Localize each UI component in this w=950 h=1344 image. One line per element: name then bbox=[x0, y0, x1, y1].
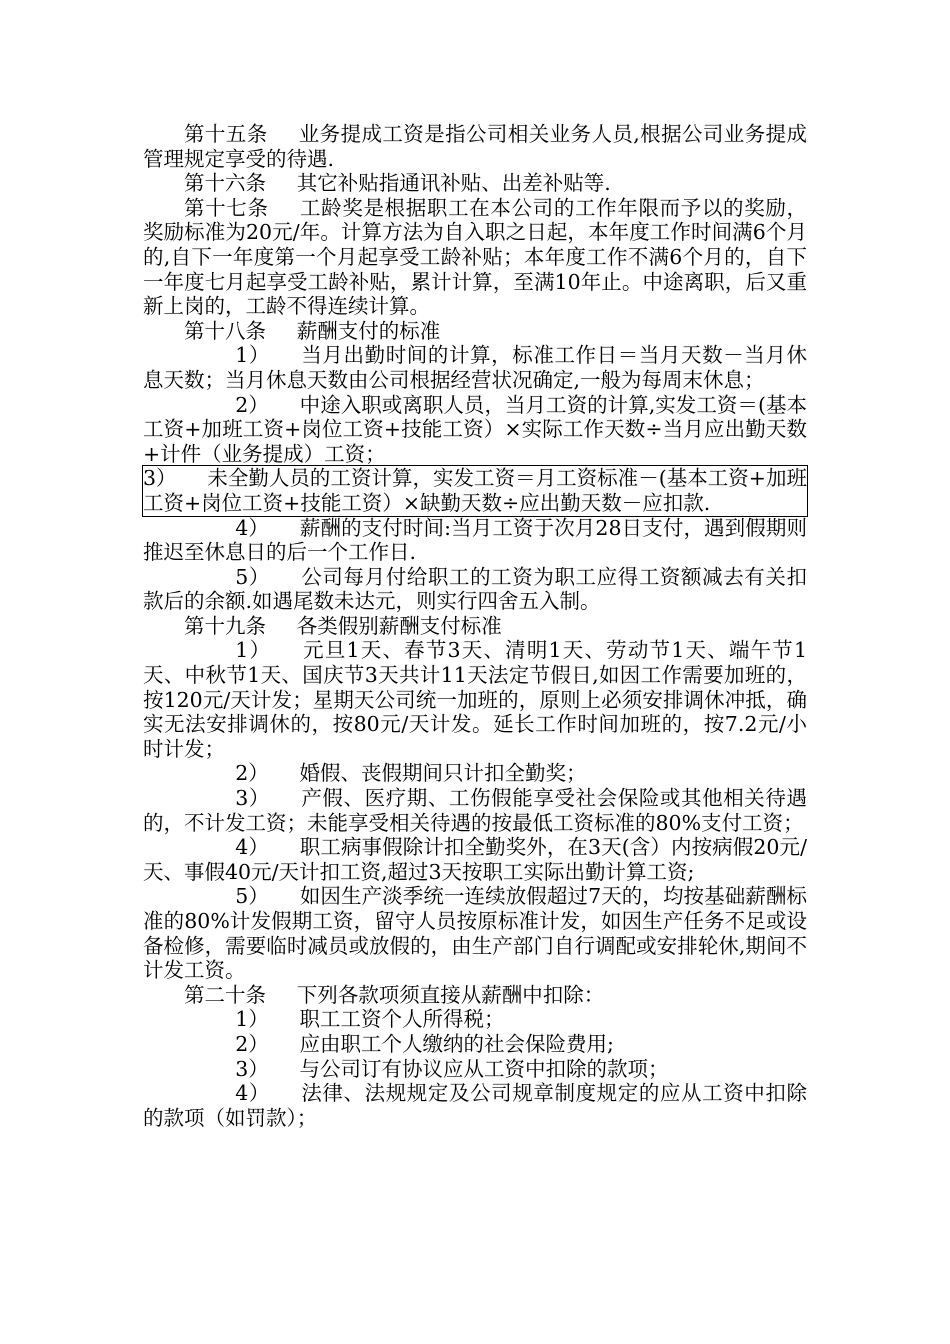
article-18-item-5 bbox=[143, 565, 807, 614]
item-text: 当月出勤时间的计算，标准工作日＝当月天数－当月休息天数；当月休息天数由公司根据经营状况确定,一般为每周末休息； bbox=[143, 343, 807, 392]
item-text: 与公司订有协议应从工资中扣除的款项； bbox=[299, 1056, 669, 1081]
article-text: 下列各款项须直接从薪酬中扣除： bbox=[296, 982, 605, 1007]
item-number: 1） bbox=[235, 343, 270, 368]
article-19 bbox=[143, 614, 807, 639]
article-20-item-2 bbox=[143, 1032, 807, 1057]
article-text: 各类假别薪酬支付标准 bbox=[296, 613, 502, 638]
item-text: 职工病事假除计扣全勤奖外，在3天(含）内按病假20元/天、事假40元/天计扣工资,超过3天按职工实际出勤计算工资; bbox=[143, 835, 807, 884]
article-20-item-3 bbox=[143, 1057, 807, 1082]
article-text: 业务提成工资是指公司相关业务人员,根据公司业务提成管理规定享受的待遇. bbox=[143, 122, 808, 171]
item-text: 元旦1天、春节3天、清明1天、劳动节1天、端午节1天、中秋节1天、国庆节3天共计11天法定节假日,如因工作需要加班的，按120元/天计发；星期天公司统一加班的，原则上必须安排调休冲抵，确实无法安排调休的，按80元/天计发。延长工作时间加班的，按7.2元/小时计发； bbox=[143, 638, 807, 761]
article-19-item-5 bbox=[143, 884, 807, 982]
article-18-item-3-highlighted bbox=[143, 466, 807, 515]
item-number: 2） bbox=[235, 761, 269, 786]
article-19-item-2 bbox=[143, 761, 807, 786]
article-16 bbox=[143, 171, 807, 196]
article-text: 工龄奖是根据职工在本公司的工作年限而予以的奖励，奖励标准为20元/年。计算方法为自入职之日起，本年度工作时间满6个月的,自下一年度第一个月起享受工龄补贴；本年度工作不满6个月的，自下一年度七月起享受工龄补贴，累计计算，至满10年止。中途离职，后又重新上岗的，工龄不得连续计算。 bbox=[143, 195, 808, 319]
item-number: 4） bbox=[235, 515, 270, 540]
article-text: 其它补贴指通讯补贴、出差补贴等. bbox=[296, 171, 611, 196]
item-text: 职工工资个人所得税； bbox=[299, 1007, 505, 1032]
item-number: 5） bbox=[235, 564, 270, 589]
item-text: 薪酬的支付时间:当月工资于次月28日支付，遇到假期则推迟至休息日的后一个工作日. bbox=[143, 515, 807, 565]
item-number: 4） bbox=[235, 1081, 270, 1106]
article-19-item-3 bbox=[143, 786, 807, 835]
article-number: 第二十条 bbox=[184, 982, 266, 1007]
document-body bbox=[143, 122, 807, 1130]
article-19-item-4 bbox=[143, 835, 807, 884]
item-number: 3） bbox=[235, 786, 270, 811]
article-18 bbox=[143, 319, 807, 344]
item-text: 如因生产淡季统一连续放假超过7天的，均按基础薪酬标准的80%计发假期工资，留守人员按原标准计发，如因生产任务不足或设备检修，需要临时减员或放假的，由生产部门自行调配或安排轮休,期间不计发工资。 bbox=[143, 884, 808, 983]
item-number: 3） bbox=[235, 1056, 269, 1081]
item-number: 2） bbox=[235, 1031, 269, 1056]
item-number: 1） bbox=[235, 638, 272, 663]
item-number: 3） bbox=[143, 466, 177, 491]
item-text: 未全勤人员的工资计算，实发工资＝月工资标准－(基本工资+加班工资+岗位工资+技能工资）×缺勤天数÷应出勤天数－应扣款. bbox=[143, 466, 807, 515]
article-18-item-2 bbox=[143, 393, 807, 467]
article-number: 第十九条 bbox=[184, 613, 266, 638]
item-text: 法律、法规规定及公司规章制度规定的应从工资中扣除的款项（如罚款）； bbox=[143, 1081, 807, 1130]
item-text: 产假、医疗期、工伤假能享受社会保险或其他相关待遇的，不计发工资；未能享受相关待遇的按最低工资标准的80%支付工资； bbox=[143, 786, 807, 835]
item-number: 5） bbox=[235, 884, 269, 909]
article-18-item-1 bbox=[143, 343, 807, 392]
article-15 bbox=[143, 122, 807, 171]
item-text: 婚假、丧假期间只计扣全勤奖； bbox=[299, 761, 587, 786]
article-number: 第十八条 bbox=[184, 318, 266, 343]
article-20-item-4 bbox=[143, 1081, 807, 1130]
item-number: 4） bbox=[235, 835, 269, 860]
article-19-item-1 bbox=[143, 638, 807, 761]
article-18-item-4 bbox=[143, 516, 807, 565]
item-text: 应由职工个人缴纳的社会保险费用; bbox=[299, 1031, 614, 1056]
item-text: 公司每月付给职工的工资为职工应得工资额减去有关扣款后的余额.如遇尾数未达元，则实行四舍五入制。 bbox=[143, 564, 807, 614]
item-number: 2） bbox=[235, 392, 269, 417]
article-number: 第十六条 bbox=[184, 171, 266, 196]
article-20-item-1 bbox=[143, 1007, 807, 1032]
article-number: 第十七条 bbox=[184, 195, 269, 220]
article-text: 薪酬支付的标准 bbox=[296, 318, 441, 343]
article-number: 第十五条 bbox=[184, 122, 268, 146]
article-17 bbox=[143, 196, 807, 319]
article-20 bbox=[143, 983, 807, 1008]
item-text: 中途入职或离职人员，当月工资的计算,实发工资＝(基本工资+加班工资+岗位工资+技能工资）×实际工作天数÷当月应出勤天数+计件（业务提成）工资； bbox=[143, 392, 808, 466]
item-number: 1） bbox=[235, 1007, 269, 1032]
